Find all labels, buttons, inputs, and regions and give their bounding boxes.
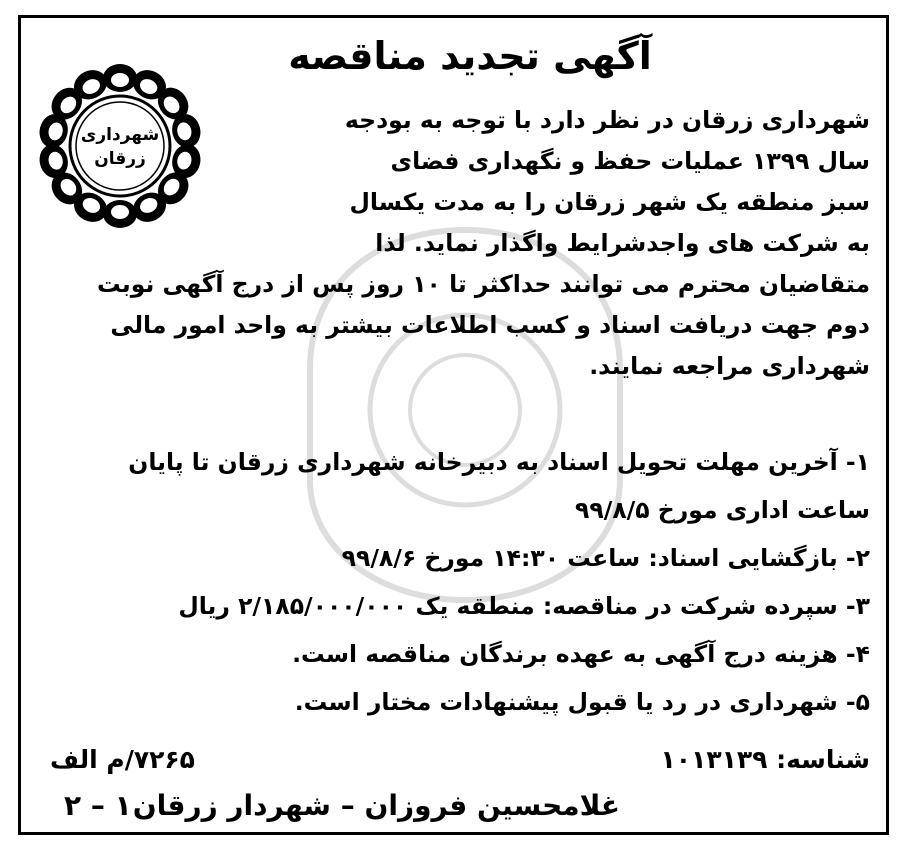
condition-item-1-cont: ساعت اداری مورخ ۹۹/۸/۵ [575, 496, 870, 524]
condition-item-3: ۳- سپرده شرکت در مناقصه: منطقه یک ۲/۱۸۵/۰۰۰/۰۰۰ ریال [178, 592, 870, 620]
seal-text-line1: شهرداری [80, 125, 160, 145]
conditions-list [38, 438, 870, 726]
notice-id [661, 740, 870, 780]
notice-title: آگهی تجدید مناقصه [288, 34, 652, 78]
signature-row [38, 784, 870, 828]
condition-item-4: ۴- هزینه درج آگهی به عهده برندگان مناقصه است. [292, 640, 870, 668]
condition-item-5: ۵- شهرداری در رد یا قبول پیشنهادات مختار است. [294, 688, 870, 716]
notice-id-row [38, 740, 870, 780]
condition-item-2: ۲- بازگشایی اسناد: ساعت ۱۴:۳۰ مورخ ۹۹/۸/۶ [341, 544, 870, 572]
body-line: متقاضیان محترم می توانند حداکثر تا ۱۰ روز پس از درج آگهی نوبت [97, 270, 870, 298]
publication-code: ۷۲۶۵/م الف [50, 745, 195, 774]
municipality-seal-icon [34, 60, 206, 232]
publication-part: ۱ – ۲ [64, 789, 132, 822]
intro-line: شهرداری زرقان در نظر دارد با توجه به بودجه [344, 106, 870, 134]
body-line: دوم جهت دریافت اسناد و کسب اطلاعات بیشتر به واحد امور مالی [110, 311, 870, 339]
signatory: غلامحسین فروزان – شهردار زرقان [132, 789, 620, 822]
condition-item-1: ۱- آخرین مهلت تحویل اسناد به دبیرخانه شهرداری زرقان تا پایان [128, 448, 870, 476]
intro-line: سبز منطقه یک شهر زرقان را به مدت یکسال [349, 188, 870, 216]
notice-body-continued [38, 264, 870, 387]
tender-notice [26, 22, 884, 827]
intro-line: سال ۱۳۹۹ عملیات حفظ و نگهداری فضای [390, 147, 870, 175]
body-line: شهرداری مراجعه نمایند. [589, 352, 870, 380]
notice-intro [190, 100, 870, 264]
notice-id-label: شناسه: [776, 745, 870, 774]
seal-text-line2: زرقان [94, 149, 146, 169]
intro-line: به شرکت های واجدشرایط واگذار نماید. لذا [375, 229, 870, 257]
notice-id-value: ۱۰۱۳۱۳۹ [660, 745, 768, 774]
